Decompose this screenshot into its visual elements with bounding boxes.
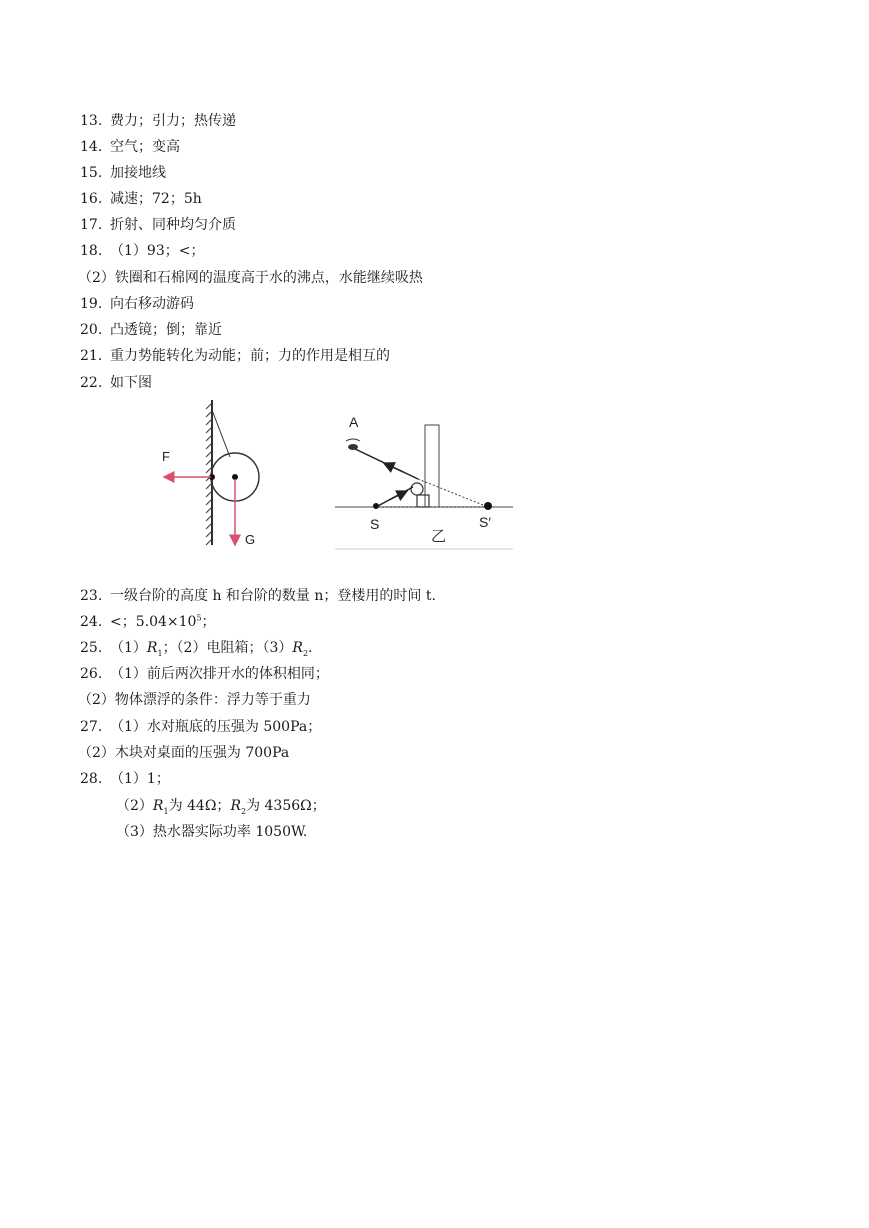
label-s: S xyxy=(370,516,380,532)
answer-text: 折射、同种均匀介质 xyxy=(110,217,236,233)
answer-19 xyxy=(80,295,194,313)
answer-27-part2 xyxy=(78,744,289,762)
answer-number: 15. xyxy=(80,165,103,181)
answer-text: 空气；变高 xyxy=(110,139,180,155)
answer-text: （2）铁圈和石棉网的温度高于水的沸点，水能继续吸热 xyxy=(78,270,423,286)
answer-number: 23. xyxy=(80,588,103,604)
answer-text: 如下图 xyxy=(110,375,152,391)
answer-20 xyxy=(80,321,222,339)
force-g-label: G xyxy=(245,532,256,547)
answer-text: 凸透镜；倒；靠近 xyxy=(110,322,222,338)
answer-28-part2 xyxy=(116,797,326,815)
small-square xyxy=(417,495,429,507)
answer-text: （2） xyxy=(116,798,153,814)
answer-number: 25. xyxy=(80,640,103,656)
small-circle xyxy=(411,483,423,495)
answer-text: （1）水对瓶底的压强为 500Pa； xyxy=(110,719,322,735)
answer-text: . xyxy=(308,640,313,656)
answer-text: （2）物体漂浮的条件：浮力等于重力 xyxy=(78,692,311,708)
resistor-subscript: 2 xyxy=(302,648,309,658)
answer-23 xyxy=(80,587,436,605)
answer-26 xyxy=(80,665,329,683)
eye-a-marker xyxy=(348,444,358,450)
answer-22 xyxy=(80,374,152,392)
answer-text: 向右移动游码 xyxy=(110,296,194,312)
answer-number: 13. xyxy=(80,113,103,129)
label-yi: 乙 xyxy=(431,527,447,545)
answer-text: 一级台阶的高度 h 和台阶的数量 n；登楼用的时间 t. xyxy=(110,588,436,604)
resistor-subscript: 1 xyxy=(157,648,163,658)
mirror-reflection-diagram xyxy=(333,405,515,553)
answer-18-part2 xyxy=(78,269,423,287)
answer-21 xyxy=(80,347,390,365)
label-s-prime: S′ xyxy=(479,514,491,530)
answer-13 xyxy=(80,112,236,130)
answer-text: 减速；72；5h xyxy=(110,191,202,207)
answer-number: 17. xyxy=(80,217,103,233)
answer-exponent: 5 xyxy=(196,613,202,623)
answer-text: ； xyxy=(201,614,216,630)
point-s-prime-dot xyxy=(484,502,492,510)
answer-text: 为 44Ω； xyxy=(168,798,231,814)
answer-number: 26. xyxy=(80,666,103,682)
answer-text: （1） xyxy=(110,640,147,656)
answer-15 xyxy=(80,164,166,182)
answer-17 xyxy=(80,216,236,234)
answer-number: 24. xyxy=(80,614,103,630)
resistor-symbol: R xyxy=(230,798,241,814)
label-a: A xyxy=(349,414,359,430)
answer-number: 21. xyxy=(80,348,103,364)
incident-ray-arrow xyxy=(389,493,403,500)
ball-wall-force-diagram xyxy=(150,395,270,555)
answer-number: 27. xyxy=(80,719,103,735)
answer-number: 18. xyxy=(80,243,103,259)
resistor-symbol: R xyxy=(146,640,158,656)
answer-16 xyxy=(80,190,202,208)
reflected-ray xyxy=(351,447,418,479)
answer-text: （2）木块对桌面的压强为 700Pa xyxy=(78,745,290,761)
answer-28 xyxy=(80,770,170,788)
answer-14 xyxy=(80,138,180,156)
string-line xyxy=(212,410,230,457)
answer-text: （3）热水器实际功率 1050W. xyxy=(116,824,308,840)
resistor-subscript: 1 xyxy=(163,806,169,816)
answer-text: 重力势能转化为动能；前；力的作用是相互的 xyxy=(110,348,390,364)
point-s-dot xyxy=(373,503,379,509)
reflected-ray-arrow xyxy=(388,465,403,472)
answer-number: 22. xyxy=(80,375,103,391)
answer-text: （1）前后两次排开水的体积相同； xyxy=(110,666,329,682)
answer-28-part3 xyxy=(116,823,307,841)
resistor-symbol: R xyxy=(152,798,164,814)
eye-a-brow xyxy=(346,439,360,441)
answer-number: 28. xyxy=(80,771,103,787)
answer-text: 费力；引力；热传递 xyxy=(110,113,236,129)
answer-27 xyxy=(80,718,321,736)
answer-text: （1）93；<； xyxy=(110,243,205,259)
answer-number: 16. xyxy=(80,191,103,207)
answer-number: 14. xyxy=(80,139,103,155)
answer-text: <；5.04×10 xyxy=(110,614,197,630)
force-f-label: F xyxy=(162,449,170,464)
resistor-subscript: 2 xyxy=(240,806,247,816)
answer-text: 为 4356Ω； xyxy=(246,798,326,814)
answer-24 xyxy=(80,613,216,631)
answer-18 xyxy=(80,242,204,260)
answer-text: ；（2）电阻箱；（3） xyxy=(162,640,293,656)
answer-25 xyxy=(80,639,312,657)
answer-text: （1）1； xyxy=(110,771,170,787)
answer-number: 19. xyxy=(80,296,103,312)
answer-text: 加接地线 xyxy=(110,165,166,181)
resistor-symbol: R xyxy=(292,640,303,656)
answer-26-part2 xyxy=(78,691,311,709)
answer-number: 20. xyxy=(80,322,103,338)
